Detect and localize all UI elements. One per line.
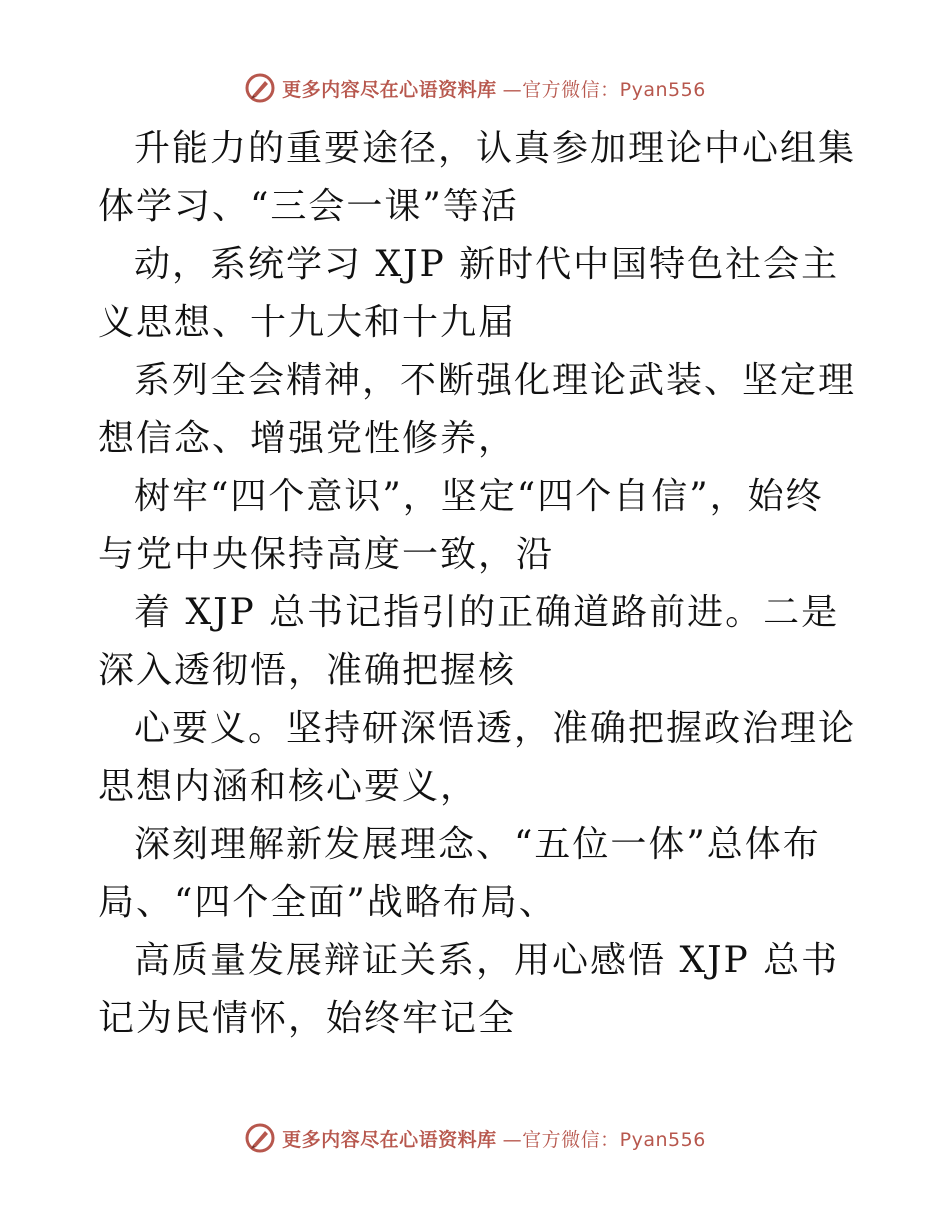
pen-logo-icon	[244, 1122, 276, 1154]
document-body	[98, 120, 858, 1048]
header-banner-wechat: —官方微信：Pyan556	[502, 78, 706, 101]
paragraph-1: 升能力的重要途径，认真参加理论中心组集体学习、“三会一课”等活	[98, 128, 857, 227]
paragraph-4: 树牢“四个意识”，坚定“四个自信”，始终与党中央保持高度一致，沿	[98, 476, 824, 575]
footer-banner-wechat: —官方微信：Pyan556	[502, 1128, 706, 1151]
paragraph-5: 着 XJP 总书记指引的正确道路前进。二是深入透彻悟，准确把握核	[98, 592, 840, 691]
paragraph-7: 深刻理解新发展理念、“五位一体”总体布局、“四个全面”战略布局、	[98, 824, 821, 923]
header-banner-text: 更多内容尽在心语资料库	[282, 78, 497, 101]
footer-banner	[0, 1122, 950, 1154]
paragraph-8: 高质量发展辩证关系，用心感悟 XJP 总书记为民情怀，始终牢记全	[98, 940, 840, 1039]
paragraph-3: 系列全会精神，不断强化理论武装、坚定理想信念、增强党性修养，	[98, 360, 857, 459]
paragraph-6: 心要义。坚持研深悟透，准确把握政治理论思想内涵和核心要义，	[98, 708, 857, 807]
footer-banner-text: 更多内容尽在心语资料库	[282, 1128, 497, 1151]
paragraph-2: 动，系统学习 XJP 新时代中国特色社会主义思想、十九大和十九届	[98, 244, 840, 343]
header-banner	[0, 72, 950, 104]
pen-logo-icon	[244, 72, 276, 104]
